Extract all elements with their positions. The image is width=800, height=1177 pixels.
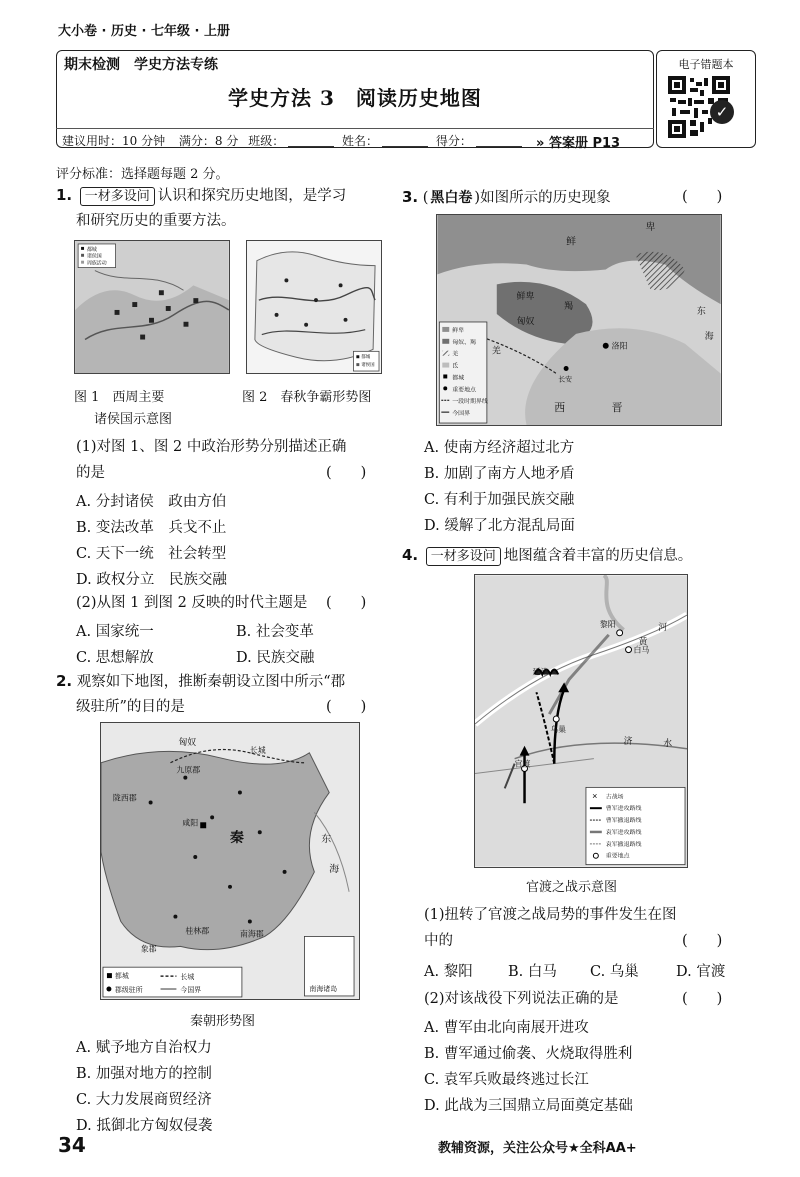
q3-map-label-11: 海 xyxy=(704,331,714,342)
q4-map-label-0: 黎阳 xyxy=(599,619,616,629)
q3-jin-map xyxy=(436,214,722,426)
check-badge-icon: ✓ xyxy=(710,100,734,124)
page-number: 34 xyxy=(58,1133,86,1157)
q3-map-label-7: 洛阳 xyxy=(611,341,628,351)
q4-map-label-4: 官渡 xyxy=(514,759,531,769)
q3-map-label-1: 卑 xyxy=(645,221,656,233)
q1-number: 1. xyxy=(56,186,73,204)
q4-legend-1: 曹军进攻路线 xyxy=(605,805,642,813)
q2-option-b[interactable]: B. 加强对地方的控制 xyxy=(76,1066,212,1082)
q4-sub1-line-1: (1)扭转了官渡之战局势的事件发生在图 xyxy=(424,907,677,923)
q4-sub2-option-b[interactable]: B. 曹军通过偷袭、火烧取得胜利 xyxy=(424,1046,633,1062)
class-blank[interactable] xyxy=(288,146,334,147)
q1-fig1-legend-1: 诸侯国 xyxy=(86,253,102,260)
q4-tag: 一材多设问 xyxy=(426,547,501,566)
q4-map-label-2: 延津 xyxy=(532,667,549,677)
q3-map-label-2: 鲜卑 xyxy=(516,292,535,303)
q2-map-label-10: 海 xyxy=(329,863,340,875)
q3-map-label-8: 西 xyxy=(554,401,566,415)
q1-fig1-legend-0: 都城 xyxy=(86,246,97,253)
q1-sub1-option-c[interactable]: C. 天下一统 社会转型 xyxy=(76,546,227,562)
q4-sub2-option-a[interactable]: A. 曹军由北向南展开进攻 xyxy=(424,1020,589,1036)
q2-map-label-1: 九原郡 xyxy=(176,765,201,775)
q1-stem-1: 认识和探究历史地图，是学习 xyxy=(157,188,347,204)
q3-answer-blank[interactable]: ( ) xyxy=(682,189,723,205)
q4-legend-3: 袁军进攻路线 xyxy=(605,828,642,836)
q1-figure-2-map xyxy=(246,240,382,374)
section-label: 期末检测 学史方法专练 xyxy=(64,57,218,73)
q3-legend-3: 氐 xyxy=(452,362,459,370)
q1-fig2-legend-0: 都城 xyxy=(361,355,371,361)
q1-sub1-option-d[interactable]: D. 政权分立 民族交融 xyxy=(76,572,227,588)
q4-stem: 地图蕴含着丰富的历史信息。 xyxy=(503,548,693,564)
q4-map-label-8: 水 xyxy=(663,738,673,749)
q3-legend-2: 羌 xyxy=(452,350,459,358)
q4-sub1-option-a[interactable]: A. 黎阳 xyxy=(424,964,473,980)
q3-legend-1: 匈奴、羯 xyxy=(452,338,476,346)
q1-fig2-caption: 图 2 春秋争霸形势图 xyxy=(242,390,372,405)
q2-stem-line-1 xyxy=(56,670,345,693)
q2-qin-map xyxy=(100,722,360,1000)
q2-legend-0: 都城 xyxy=(114,972,129,981)
q4-stem-line xyxy=(402,544,692,567)
q3-map-label-4: 匈奴 xyxy=(516,316,535,327)
q4-sub1-line-2: 中的 xyxy=(424,933,453,949)
score-blank[interactable] xyxy=(476,146,522,147)
q3-option-d[interactable]: D. 缓解了北方混乱局面 xyxy=(424,518,575,534)
q4-legend-0: 古战场 xyxy=(605,793,624,801)
q4-map-label-3: 乌巢 xyxy=(550,724,567,734)
q4-map-label-1: 白马 xyxy=(633,645,650,655)
q2-map-label-7: 桂林郡 xyxy=(185,926,210,936)
q2-map-label-4: 秦 xyxy=(230,830,244,847)
q3-option-a[interactable]: A. 使南方经济超过北方 xyxy=(424,440,575,456)
q1-sub2-answer-blank[interactable]: ( ) xyxy=(326,595,367,611)
q4-guandu-map xyxy=(474,574,688,868)
q4-sub1-option-d[interactable]: D. 官渡 xyxy=(676,964,726,980)
q3-map-label-9: 晋 xyxy=(611,401,623,415)
q2-map-label-11: 南海诸岛 xyxy=(309,984,338,993)
q3-legend-7: 今国界 xyxy=(452,410,471,418)
q1-fig2-legend-1: 诸侯国 xyxy=(361,363,375,369)
q1-sub1-line-2: 的是 xyxy=(76,465,105,481)
q3-map-label-0: 鲜 xyxy=(566,236,577,248)
double-chevron-icon: » xyxy=(536,136,545,151)
q4-legend-2: 曹军撤退路线 xyxy=(605,817,642,825)
q3-legend-0: 鲜卑 xyxy=(452,326,465,334)
q2-map-label-9: 东 xyxy=(321,834,332,846)
q2-stem-2: 级驻所”的目的是 xyxy=(76,699,185,715)
q1-tag: 一材多设问 xyxy=(80,187,155,206)
q4-number: 4. xyxy=(402,546,419,564)
time-label: 建议用时：10 分钟 xyxy=(62,134,166,148)
q4-legend-5: 重要地点 xyxy=(605,852,630,860)
q2-map-label-6: 南海郡 xyxy=(239,929,264,939)
class-label: 班级： xyxy=(248,134,285,148)
q3-legend-4: 都城 xyxy=(452,374,465,382)
q4-sub1-option-c[interactable]: C. 乌巢 xyxy=(590,964,639,980)
q2-legend-2: 长城 xyxy=(180,973,195,982)
q1-sub1-option-b[interactable]: B. 变法改革 兵戈不止 xyxy=(76,520,227,536)
q4-sub2-option-d[interactable]: D. 此战为三国鼎立局面奠定基础 xyxy=(424,1098,633,1114)
q3-map-label-10: 东 xyxy=(696,307,706,318)
q3-option-c[interactable]: C. 有利于加强民族交融 xyxy=(424,492,575,508)
q2-legend-1: 郡级驻所 xyxy=(114,985,143,994)
q1-figure-1-map xyxy=(74,240,230,374)
q1-fig1-caption-2: 诸侯国示意图 xyxy=(94,412,173,427)
q2-legend-3: 今国界 xyxy=(180,985,202,994)
name-blank[interactable] xyxy=(382,146,428,147)
scoring-standard: 评分标准：选择题每题 2 分。 xyxy=(56,167,229,182)
q1-sub2-option-c[interactable]: C. 思想解放 xyxy=(76,650,154,666)
q4-legend-4: 袁军撤退路线 xyxy=(605,840,642,848)
series-title: 大小卷 · 历史 · 七年级 · 上册 xyxy=(58,24,230,39)
q3-number: 3. xyxy=(402,188,419,206)
q3-map-label-3: 羯 xyxy=(564,302,574,313)
q1-sub2-option-b[interactable]: B. 社会变革 xyxy=(236,624,314,640)
q3-legend-5: 重要地点 xyxy=(452,386,476,394)
q4-map-caption: 官渡之战示意图 xyxy=(526,880,618,895)
q3-map-label-5: 羌 xyxy=(491,346,501,357)
q2-map-label-2: 陇西郡 xyxy=(112,793,137,803)
q3-legend-6: 一段时期界线 xyxy=(452,398,488,406)
q1-sub1-answer-blank[interactable]: ( ) xyxy=(326,465,367,481)
q2-stem-1: 观察如下地图，推断秦朝设立图中所示“郡 xyxy=(76,674,346,690)
q2-option-a[interactable]: A. 赋予地方自治权力 xyxy=(76,1040,212,1056)
score-label: 得分： xyxy=(435,134,472,148)
q4-map-label-5: 黄 xyxy=(638,637,648,648)
q4-sub2-answer-blank[interactable]: ( ) xyxy=(682,991,723,1007)
q4-sub1-option-b[interactable]: B. 白马 xyxy=(508,964,557,980)
q1-fig1-caption-1: 图 1 西周主要 xyxy=(74,390,165,405)
header-divider xyxy=(56,128,654,129)
q1-sub2-option-d[interactable]: D. 民族交融 xyxy=(236,650,315,666)
q4-map-label-6: 河 xyxy=(658,622,668,633)
q2-map-label-0: 匈奴 xyxy=(178,737,197,748)
full-score-label: 满分：8 分 xyxy=(178,134,239,148)
q1-sub1-line-1: (1)对图 1、图 2 中政治形势分别描述正确 xyxy=(76,439,347,455)
q1-fig1-legend-2: 周族活动 xyxy=(86,260,107,267)
answer-ref-text: 答案册 P13 xyxy=(548,136,621,151)
q4-map-label-7: 济 xyxy=(623,736,633,747)
q1-sub1-option-a[interactable]: A. 分封诸侯 政由方伯 xyxy=(76,494,227,510)
q3-stem-line: 3. ( 黑白卷 )如图所示的历史现象 xyxy=(402,186,611,209)
q2-option-d[interactable]: D. 抵御北方匈奴侵袭 xyxy=(76,1118,213,1134)
q3-tag: 黑白卷 xyxy=(430,190,473,206)
q2-map-label-8: 象郡 xyxy=(140,944,157,954)
q4-sub1-answer-blank[interactable]: ( ) xyxy=(682,933,723,949)
q2-map-caption: 秦朝形势图 xyxy=(190,1014,256,1029)
footer-note: 教辅资源，关注公众号★全科AA+ xyxy=(438,1141,637,1156)
q4-sub2-option-c[interactable]: C. 袁军兵败最终逃过长江 xyxy=(424,1072,589,1088)
q2-map-label-5: 长城 xyxy=(249,745,266,755)
name-label: 姓名： xyxy=(342,134,379,148)
q1-sub2-stem: (2)从图 1 到图 2 反映的时代主题是 xyxy=(76,595,308,611)
q3-map-label-6: 长安 xyxy=(558,375,573,384)
q2-option-c[interactable]: C. 大力发展商贸经济 xyxy=(76,1092,212,1108)
q2-number: 2. xyxy=(56,672,73,690)
page-title: 学史方法 3 阅读历史地图 xyxy=(228,86,482,110)
q4-sub2-stem: (2)对该战役下列说法正确的是 xyxy=(424,991,619,1007)
q3-option-b[interactable]: B. 加剧了南方人地矛盾 xyxy=(424,466,575,482)
q3-stem: 如图所示的历史现象 xyxy=(480,190,611,206)
q1-stem-2: 和研究历史的重要方法。 xyxy=(76,213,236,229)
svg-text:✕: ✕ xyxy=(591,792,598,801)
q2-map-label-3: 咸阳 xyxy=(182,818,199,828)
meta-row xyxy=(62,132,526,149)
q1-sub2-option-a[interactable]: A. 国家统一 xyxy=(76,624,154,640)
q1-stem-line-1 xyxy=(56,184,346,207)
answer-reference xyxy=(536,132,620,151)
qr-label: 电子错题本 xyxy=(678,58,734,71)
q2-answer-blank[interactable]: ( ) xyxy=(326,699,367,715)
